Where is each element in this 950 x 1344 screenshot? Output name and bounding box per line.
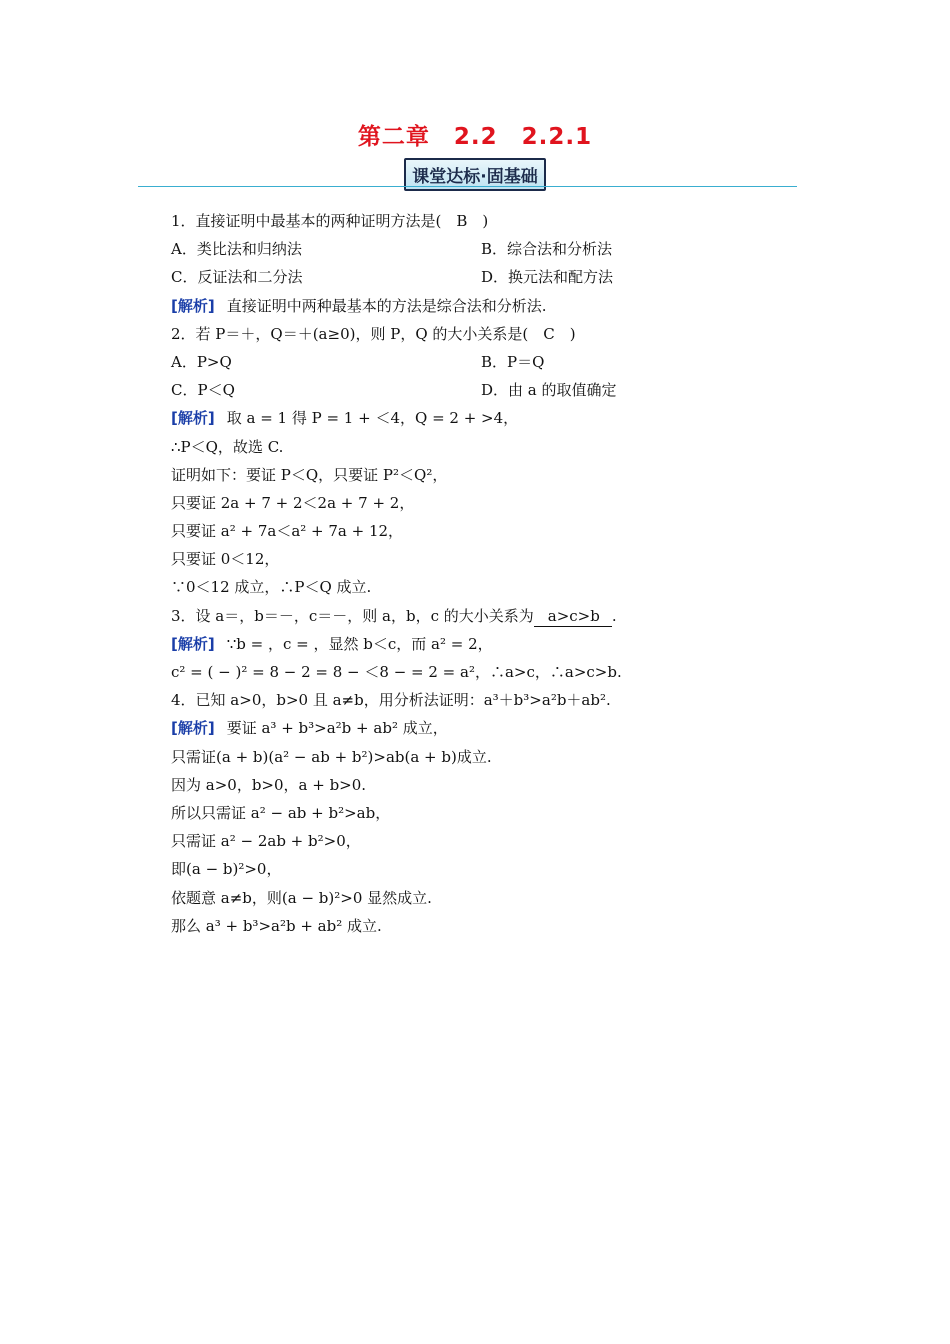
line-text: c² = ( − )² = 8 − 2 = 8 − ＜8 − = 2 = a²，∴a>c，∴a>c>b.	[171, 663, 622, 681]
option-right: D．换元法和配方法	[481, 268, 614, 287]
line-text: 只要证 2a + 7 + 2＜2a + 7 + 2，	[171, 493, 415, 512]
line-text: 那么 a³ + b³>a²b + ab² 成立.	[171, 916, 382, 935]
line-text: 只要证 a² + 7a＜a² + 7a + 12，	[171, 522, 404, 541]
option-right: B．P＝Q	[481, 352, 545, 371]
exercise-line	[171, 545, 771, 573]
exercise-content	[171, 207, 771, 940]
exercise-line	[171, 517, 771, 545]
line-text: 即(a − b)²>0，	[171, 860, 282, 879]
exercise-line	[171, 235, 771, 263]
answer-blank: a>c>b	[534, 606, 612, 627]
analysis-tag: [解析]	[171, 296, 215, 315]
option-right: B．综合法和分析法	[481, 240, 613, 259]
line-text: 依题意 a≠b，则(a − b)²>0 显然成立.	[171, 888, 432, 907]
exercise-line	[171, 771, 771, 799]
header-divider	[138, 186, 797, 187]
line-text: 证明如下：要证 P＜Q，只要证 P²＜Q²，	[171, 465, 448, 484]
exercise-line	[171, 461, 771, 489]
analysis-text: 取 a = 1 得 P = 1 + ＜4，Q = 2 + >4，	[226, 409, 519, 428]
question-end: .	[611, 606, 617, 625]
line-text: 2．若 P＝＋，Q＝＋(a≥0)，则 P，Q 的大小关系是( C )	[171, 324, 576, 343]
question-text: 3．设 a＝，b＝－，c＝－，则 a，b，c 的大小关系为	[171, 606, 534, 625]
chapter-title: 第二章 2.2 2.2.1	[357, 124, 593, 150]
line-text: 只要证 0＜12，	[171, 550, 280, 569]
analysis-text: ∵b = ，c = ，显然 b＜c，而 a² = 2，	[226, 634, 493, 653]
exercise-line	[171, 489, 771, 517]
analysis-text: 要证 a³ + b³>a²b + ab² 成立，	[226, 719, 448, 738]
exercise-line	[171, 263, 771, 291]
exercise-line	[171, 207, 771, 235]
exercise-line	[171, 743, 771, 771]
exercise-line	[171, 348, 771, 376]
exercise-line	[171, 630, 771, 658]
section-banner: 课堂达标·固基础	[404, 158, 545, 191]
exercise-line	[171, 573, 771, 601]
exercise-line	[171, 602, 771, 630]
line-text: 只需证(a + b)(a² − ab + b²)>ab(a + b)成立.	[171, 747, 492, 766]
line-text: 4．已知 a>0，b>0 且 a≠b，用分析法证明：a³＋b³>a²b＋ab².	[171, 691, 611, 710]
exercise-line	[171, 799, 771, 827]
option-right: D．由 a 的取值确定	[481, 381, 617, 400]
exercise-line	[171, 320, 771, 348]
exercise-line	[171, 714, 771, 742]
line-text: ∴P＜Q，故选 C.	[171, 437, 284, 456]
exercise-line	[171, 292, 771, 320]
analysis-tag: [解析]	[171, 409, 215, 428]
exercise-line	[171, 855, 771, 883]
exercise-line	[171, 376, 771, 404]
exercise-line	[171, 884, 771, 912]
analysis-tag: [解析]	[171, 719, 215, 738]
exercise-line	[171, 433, 771, 461]
option-left: A．P>Q	[171, 352, 232, 371]
exercise-line	[171, 912, 771, 940]
option-left: C．P＜Q	[171, 381, 235, 400]
exercise-line	[171, 686, 771, 714]
line-text: 因为 a>0，b>0，a + b>0.	[171, 775, 367, 794]
line-text: 1．直接证明中最基本的两种证明方法是( B )	[171, 212, 489, 230]
analysis-tag: [解析]	[171, 634, 215, 653]
line-text: ∵0＜12 成立，∴P＜Q 成立.	[171, 578, 372, 597]
option-left: A．类比法和归纳法	[171, 240, 302, 259]
analysis-text: 直接证明中两种最基本的方法是综合法和分析法.	[226, 296, 547, 315]
option-left: C．反证法和二分法	[171, 268, 303, 287]
exercise-line	[171, 827, 771, 855]
exercise-line	[171, 658, 771, 686]
exercise-line	[171, 404, 771, 432]
line-text: 只需证 a² − 2ab + b²>0，	[171, 832, 361, 851]
line-text: 所以只需证 a² − ab + b²>ab，	[171, 803, 391, 822]
